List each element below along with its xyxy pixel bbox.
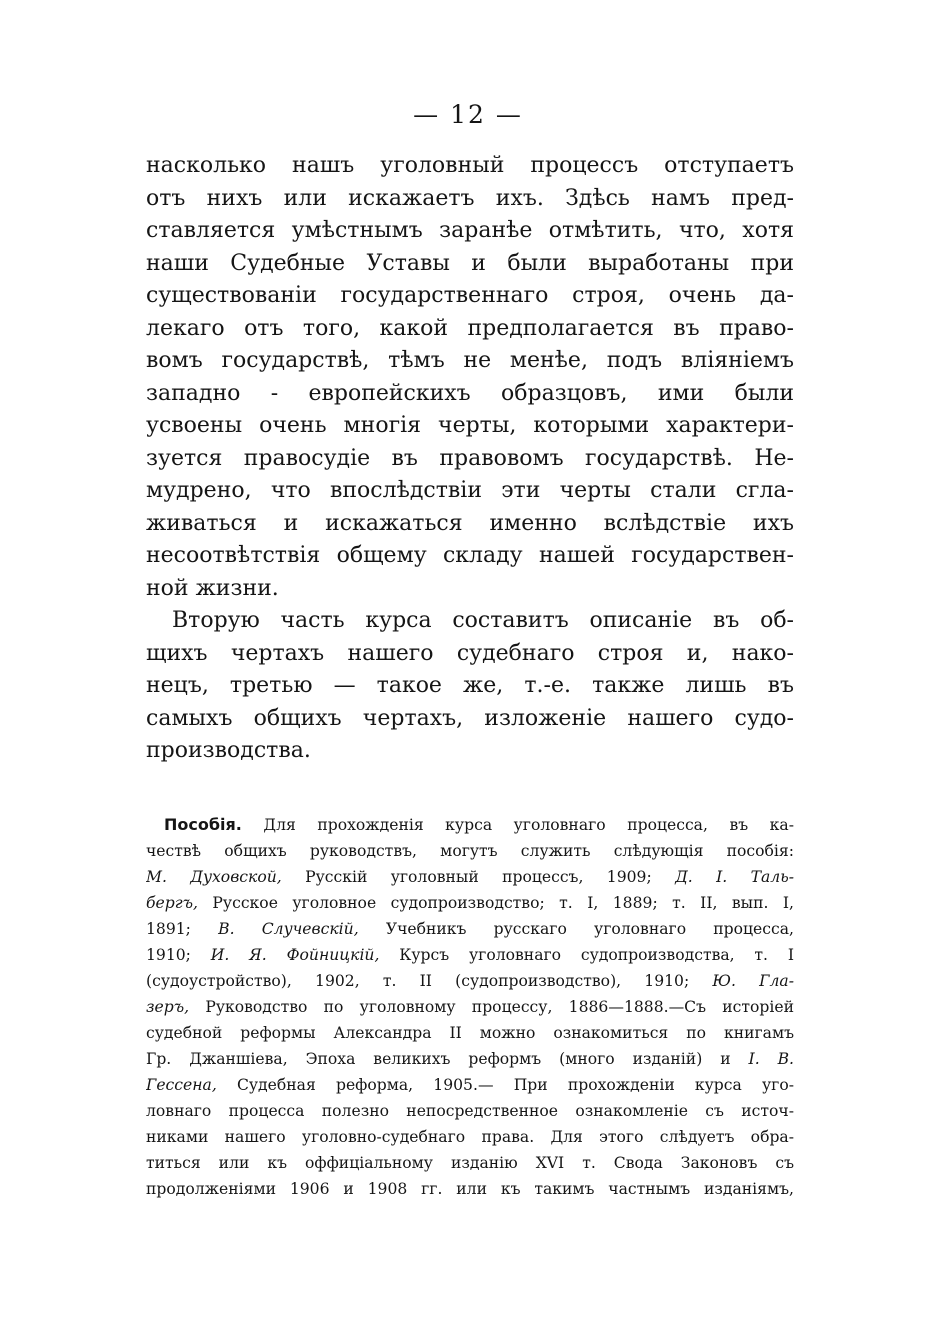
footnote-text: Судебная реформа, 1905.— При прохожденіи курса уго-: [236, 1076, 794, 1094]
footnote-line: продолженіями 1906 и 1908 гг. или къ такимъ частнымъ изданіямъ,: [146, 1180, 794, 1198]
text-line: лекаго отъ того, какой предполагается въ право-: [146, 315, 794, 341]
footnote-line: [146, 1072, 794, 1098]
author-name: І. В.: [748, 1050, 794, 1068]
footnote-line: [146, 968, 794, 994]
page-number: — 12 —: [413, 100, 523, 129]
text-line: усвоены очень многія черты, которыми характери-: [146, 413, 794, 438]
text-line: ной жизни.: [146, 575, 279, 601]
text-line: отъ нихъ или искажаетъ ихъ. Здѣсь намъ пред-: [146, 185, 794, 211]
main-text: [146, 150, 794, 768]
footnote-line: судебной реформы Александра ІІ можно ознакомиться по книгамъ: [146, 1024, 794, 1042]
footnote-line: [146, 1046, 794, 1072]
footnote-text: Гр. Джаншіева, Эпоха великихъ реформъ (много изданій) и: [146, 1050, 731, 1068]
text-line: щихъ чертахъ нашего судебнаго строя и, нако-: [146, 640, 794, 666]
footnote-line: [146, 916, 794, 942]
text-line: существованіи государственнаго строя, очень да-: [146, 283, 794, 308]
footnote-line: титься или къ оффиціальному изданію XVI т. Свода Законовъ съ: [146, 1154, 794, 1172]
author-name: Гессена,: [146, 1076, 217, 1094]
footnote-text: (судоустройство), 1902, т. ІІ (судопроизводство), 1910;: [146, 972, 690, 990]
text-line: самыхъ общихъ чертахъ, изложеніе нашего судо-: [146, 705, 794, 731]
text-line: производства.: [146, 738, 311, 763]
author-name: зеръ,: [146, 998, 190, 1016]
footnote-text: Курсъ уголовнаго судопроизводства, т. І: [399, 946, 794, 964]
footnote-line: [146, 864, 794, 890]
author-name: Д. І. Таль-: [675, 868, 794, 886]
paragraph-1: [146, 150, 794, 605]
footnote-text: Учебникъ русскаго уголовнаго процесса,: [385, 920, 794, 938]
footnote-line: [146, 994, 794, 1020]
footnote-label: Пособія.: [164, 815, 242, 834]
author-name: М. Духовской,: [146, 868, 282, 886]
text-line: насколько нашъ уголовный процессъ отступаетъ: [146, 153, 794, 178]
footnote-resources: [146, 812, 794, 1202]
text-line: несоотвѣтствія общему складу нашей государствен-: [146, 543, 794, 568]
footnote-text: Руководство по уголовному процессу, 1886—1888.—Съ исторіей: [205, 998, 794, 1016]
author-name: В. Случевскій,: [218, 920, 359, 938]
text-line: Вторую часть курса составитъ описаніе въ об-: [172, 608, 794, 633]
footnote-line: чествѣ общихъ руководствъ, могутъ служить слѣдующія пособія:: [146, 842, 794, 860]
footnote-text: 1891;: [146, 920, 191, 938]
text-line: нецъ, третью — такое же, т.-е. также лишь въ: [146, 673, 794, 698]
footnote-line: [146, 890, 794, 916]
footnote-line: ловнаго процесса полезно непосредственное ознакомленіе съ источ-: [146, 1102, 794, 1120]
footnote-line: [146, 942, 794, 968]
footnote-text: Русскій уголовный процессъ, 1909;: [305, 868, 652, 886]
paragraph-2: [146, 605, 794, 768]
text-line: мудрено, что впослѣдствіи эти черты стали сгла-: [146, 478, 794, 503]
text-line: зуется правосудіе въ правовомъ государствѣ. Не-: [146, 445, 794, 471]
footnote-line: никами нашего уголовно-судебнаго права. Для этого слѣдуетъ обра-: [146, 1128, 794, 1146]
text-line: западно - европейскихъ образцовъ, ими были: [146, 380, 794, 406]
footnote-text: Русское уголовное судопроизводство; т. І, 1889; т. ІІ, вып. І,: [212, 894, 794, 912]
author-name: И. Я. Фойницкій,: [210, 946, 380, 964]
author-name: бергъ,: [146, 894, 198, 912]
footnote-line: [146, 812, 794, 838]
text-line: вомъ государствѣ, тѣмъ не менѣе, подъ вліяніемъ: [146, 348, 794, 373]
author-name: Ю. Гла-: [712, 972, 794, 990]
text-line: наши Судебные Уставы и были выработаны при: [146, 250, 794, 276]
text-line: ставляется умѣстнымъ заранѣе отмѣтить, что, хотя: [146, 218, 794, 243]
text-line: живаться и искажаться именно вслѣдствіе ихъ: [146, 510, 794, 536]
footnote-text: 1910;: [146, 946, 191, 964]
footnote-text: Для прохожденія курса уголовнаго процесса, въ ка-: [263, 816, 794, 834]
